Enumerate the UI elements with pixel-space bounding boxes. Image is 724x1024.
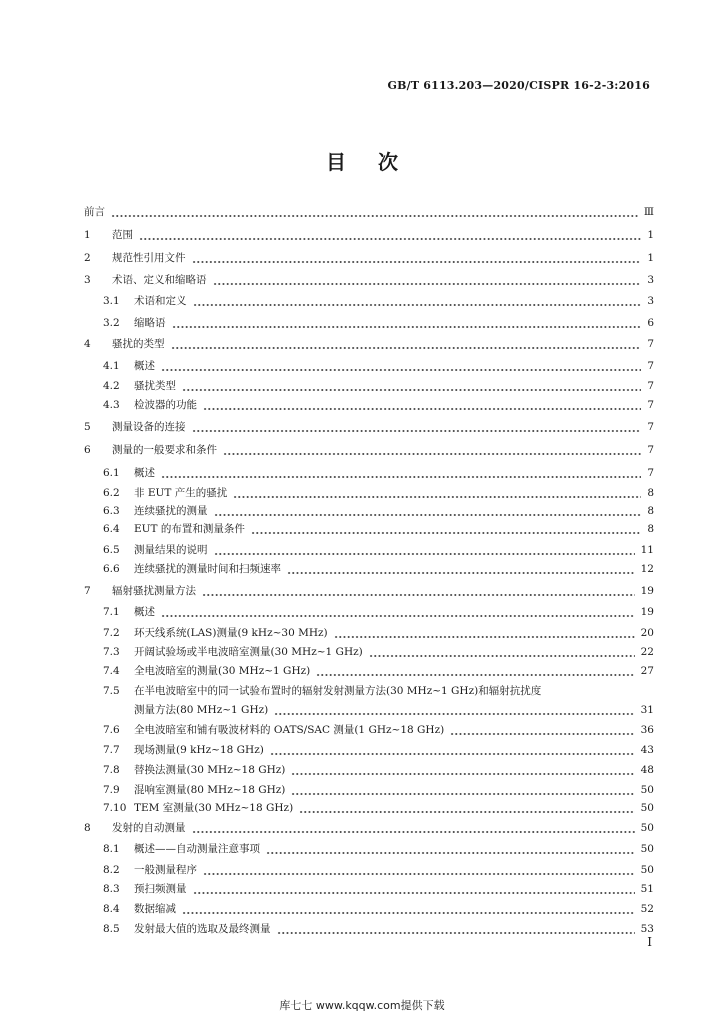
toc-entry-title: 非 EUT 产生的骚扰 [134, 487, 228, 499]
dot-leader [203, 861, 635, 879]
toc-entry-page: 3 [647, 274, 654, 286]
toc-entry[interactable] [0, 900, 724, 918]
standard-number: GB/T 6113.203—2020/CISPR 16-2-3:2016 [387, 79, 650, 92]
toc-entry-title: 预扫频测量 [134, 883, 187, 895]
toc-entry[interactable] [0, 464, 724, 482]
dot-leader [213, 271, 641, 289]
dot-leader [192, 819, 635, 837]
toc-entry-number: 1 [84, 229, 91, 241]
toc-entry[interactable] [0, 682, 724, 700]
toc-entry[interactable] [0, 335, 724, 353]
toc-entry-title: 测量方法(80 MHz~1 GHz) [134, 704, 269, 716]
toc-entry-page: 27 [640, 665, 654, 677]
toc-entry-title: 替换法测量(30 MHz~18 GHz) [134, 764, 286, 776]
dot-leader [291, 781, 635, 799]
toc-entry[interactable] [0, 249, 724, 267]
toc-entry[interactable] [0, 226, 724, 244]
toc-entry-title: 骚扰的类型 [112, 338, 165, 350]
toc-entry[interactable] [0, 357, 724, 375]
toc-entry[interactable] [0, 441, 724, 459]
toc-entry-page: 7 [647, 444, 654, 456]
toc-entry-title: TEM 室测量(30 MHz~18 GHz) [134, 802, 294, 814]
dot-leader [139, 226, 641, 244]
toc-entry[interactable] [0, 624, 724, 642]
dot-leader [450, 721, 635, 739]
toc-entry-number: 7.5 [103, 685, 120, 697]
toc-entry-page: 6 [647, 317, 654, 329]
toc-entry-number: 6.4 [103, 523, 120, 535]
dot-leader [182, 377, 641, 395]
toc-entry-number: 8.5 [103, 923, 120, 935]
toc-entry[interactable] [0, 799, 724, 817]
dot-leader [161, 603, 635, 621]
toc-entry-title: 术语和定义 [134, 295, 187, 307]
toc-entry-page: 31 [640, 704, 654, 716]
dot-leader [277, 920, 635, 938]
toc-entry-number: 7.9 [103, 784, 120, 796]
toc-entry-page: 8 [647, 487, 654, 499]
page-folio: I [647, 935, 652, 949]
toc-entry-page: 50 [640, 843, 654, 855]
toc-entry[interactable] [0, 396, 724, 414]
toc-entry-title: 连续骚扰的测量 [134, 505, 208, 517]
toc-entry-page: 20 [640, 627, 654, 639]
toc-entry-title: 概述 [134, 360, 155, 372]
toc-entry-title: EUT 的布置和测量条件 [134, 523, 245, 535]
dot-leader [266, 840, 635, 858]
toc-entry-number: 6.5 [103, 544, 120, 556]
toc-entry[interactable] [0, 761, 724, 779]
toc-entry-number: 8.2 [103, 864, 120, 876]
toc-entry-number: 7.8 [103, 764, 120, 776]
toc-entry-title: 数据缩减 [134, 903, 176, 915]
toc-entry[interactable] [0, 271, 724, 289]
toc-entry-title: 开阔试验场或半电波暗室测量(30 MHz~1 GHz) [134, 646, 363, 658]
toc-entry-page: 43 [640, 744, 654, 756]
toc-entry[interactable] [0, 701, 724, 719]
dot-leader [203, 396, 641, 414]
toc-entry-page: Ⅲ [643, 206, 654, 218]
toc-entry-page: 51 [640, 883, 654, 895]
toc-entry-page: 7 [647, 399, 654, 411]
dot-leader [192, 418, 641, 436]
toc-entry-title: 一般测量程序 [134, 864, 197, 876]
toc-entry-page: 12 [640, 563, 654, 575]
toc-entry-page: 22 [640, 646, 654, 658]
toc-entry-title: 发射最大值的选取及最终测量 [134, 923, 271, 935]
dot-leader [161, 357, 641, 375]
toc-entry-number: 7.3 [103, 646, 120, 658]
toc-entry-title: 全电波暗室和铺有吸波材料的 OATS/SAC 测量(1 GHz~18 GHz) [134, 724, 445, 736]
toc-entry-title: 现场测量(9 kHz~18 GHz) [134, 744, 264, 756]
toc-entry[interactable] [0, 880, 724, 898]
toc-entry-page: 8 [647, 505, 654, 517]
toc-entry[interactable] [0, 520, 724, 538]
toc-entry-number: 7.2 [103, 627, 120, 639]
toc-entry-page: 8 [647, 523, 654, 535]
dot-leader [214, 502, 641, 520]
toc-entry-number: 7 [84, 585, 91, 597]
toc-entry-title: 测量设备的连接 [112, 421, 186, 433]
dot-leader [233, 484, 641, 502]
toc-entry-page: 1 [647, 252, 654, 264]
toc-entry[interactable] [0, 377, 724, 395]
dot-leader [270, 741, 635, 759]
toc-entry-page: 11 [640, 544, 654, 556]
toc-entry[interactable] [0, 603, 724, 621]
toc-entry-title: 混响室测量(80 MHz~18 GHz) [134, 784, 286, 796]
toc-entry-title: 测量的一般要求和条件 [112, 444, 217, 456]
toc-entry-number: 7.4 [103, 665, 120, 677]
toc-entry[interactable] [0, 418, 724, 436]
toc-entry-number: 8.4 [103, 903, 120, 915]
toc-entry-page: 3 [647, 295, 654, 307]
toc-entry[interactable] [0, 203, 724, 221]
dot-leader [193, 292, 641, 310]
title-char-2: 次 [378, 150, 398, 174]
dot-leader [251, 520, 641, 538]
toc-entry-number: 3.2 [103, 317, 120, 329]
toc-entry[interactable] [0, 314, 724, 332]
toc-entry-number: 5 [84, 421, 91, 433]
toc-entry-title: 前言 [84, 206, 105, 218]
toc-entry-number: 4.2 [103, 380, 120, 392]
toc-entry[interactable] [0, 721, 724, 739]
toc-entry-number: 6.2 [103, 487, 120, 499]
download-footer: 库七七 www.kqqw.com提供下载 [279, 999, 445, 1012]
toc-entry-number: 7.6 [103, 724, 120, 736]
dot-leader [334, 624, 635, 642]
dot-leader [171, 335, 641, 353]
toc-entry-title: 概述 [134, 606, 155, 618]
toc-entry-number: 8.3 [103, 883, 120, 895]
toc-entry-number: 6.3 [103, 505, 120, 517]
toc-entry-page: 36 [640, 724, 654, 736]
toc-entry[interactable] [0, 819, 724, 837]
toc-entry[interactable] [0, 781, 724, 799]
toc-entry[interactable] [0, 741, 724, 759]
toc-entry[interactable] [0, 502, 724, 520]
toc-entry-number: 6.1 [103, 467, 120, 479]
dot-leader [202, 582, 635, 600]
toc-entry-title: 在半电波暗室中的同一试验布置时的辐射发射测量方法(30 MHz~1 GHz)和辐射抗扰度 [134, 685, 542, 697]
dot-leader [192, 249, 641, 267]
toc-entry[interactable] [0, 840, 724, 858]
toc-entry-title: 全电波暗室的测量(30 MHz~1 GHz) [134, 665, 311, 677]
toc-entry-page: 19 [640, 606, 654, 618]
toc-entry-number: 8 [84, 822, 91, 834]
toc-entry-number: 6 [84, 444, 91, 456]
toc-entry-title: 发射的自动测量 [112, 822, 186, 834]
toc-entry-number: 7.7 [103, 744, 120, 756]
toc-entry-title: 环天线系统(LAS)测量(9 kHz~30 MHz) [134, 627, 328, 639]
toc-entry[interactable] [0, 861, 724, 879]
toc-entry-page: 53 [640, 923, 654, 935]
toc-entry[interactable] [0, 920, 724, 938]
toc-entry-number: 6.6 [103, 563, 120, 575]
toc-entry-title: 缩略语 [134, 317, 166, 329]
toc-entry-number: 3.1 [103, 295, 120, 307]
dot-leader [299, 799, 635, 817]
toc-entry-page: 50 [640, 822, 654, 834]
dot-leader [369, 643, 635, 661]
toc-entry-page: 7 [647, 467, 654, 479]
dot-leader [161, 464, 641, 482]
dot-leader [316, 662, 635, 680]
toc-entry-number: 2 [84, 252, 91, 264]
toc-entry-title: 规范性引用文件 [112, 252, 186, 264]
dot-leader [291, 761, 635, 779]
toc-entry-title: 辐射骚扰测量方法 [112, 585, 196, 597]
toc-entry-page: 7 [647, 421, 654, 433]
title-char-1: 目 [326, 150, 346, 174]
dot-leader [214, 541, 635, 559]
toc-entry-number: 7.10 [103, 802, 127, 814]
toc-entry-page: 52 [640, 903, 654, 915]
toc-entry-page: 50 [640, 864, 654, 876]
toc-entry-page: 7 [647, 360, 654, 372]
toc-entry[interactable] [0, 541, 724, 559]
toc-entry-title: 骚扰类型 [134, 380, 176, 392]
toc-entry[interactable] [0, 582, 724, 600]
dot-leader [172, 314, 641, 332]
toc-entry-page: 7 [647, 380, 654, 392]
toc-entry-number: 4 [84, 338, 91, 350]
dot-leader [182, 900, 635, 918]
toc-entry-number: 3 [84, 274, 91, 286]
toc-entry-title: 检波器的功能 [134, 399, 197, 411]
toc-entry-number: 4.3 [103, 399, 120, 411]
dot-leader [111, 203, 638, 221]
dot-leader [223, 441, 641, 459]
toc-entry-number: 4.1 [103, 360, 120, 372]
toc-entry-page: 50 [640, 784, 654, 796]
toc-entry[interactable] [0, 662, 724, 680]
dot-leader [274, 701, 635, 719]
toc-entry[interactable] [0, 560, 724, 578]
toc-entry-title: 测量结果的说明 [134, 544, 208, 556]
toc-entry[interactable] [0, 484, 724, 502]
toc-entry-page: 19 [640, 585, 654, 597]
toc-entry-title: 连续骚扰的测量时间和扫频速率 [134, 563, 281, 575]
toc-entry-number: 8.1 [103, 843, 120, 855]
toc-entry-title: 范围 [112, 229, 133, 241]
toc-entry-page: 50 [640, 802, 654, 814]
toc-entry-number: 7.1 [103, 606, 120, 618]
toc-entry-page: 1 [647, 229, 654, 241]
toc-entry-title: 术语、定义和缩略语 [112, 274, 207, 286]
dot-leader [193, 880, 635, 898]
toc-entry-page: 48 [640, 764, 654, 776]
dot-leader [287, 560, 635, 578]
toc-entry[interactable] [0, 292, 724, 310]
toc-entry[interactable] [0, 643, 724, 661]
toc-entry-page: 7 [647, 338, 654, 350]
toc-entry-title: 概述 [134, 467, 155, 479]
toc-entry-title: 概述——自动测量注意事项 [134, 843, 260, 855]
